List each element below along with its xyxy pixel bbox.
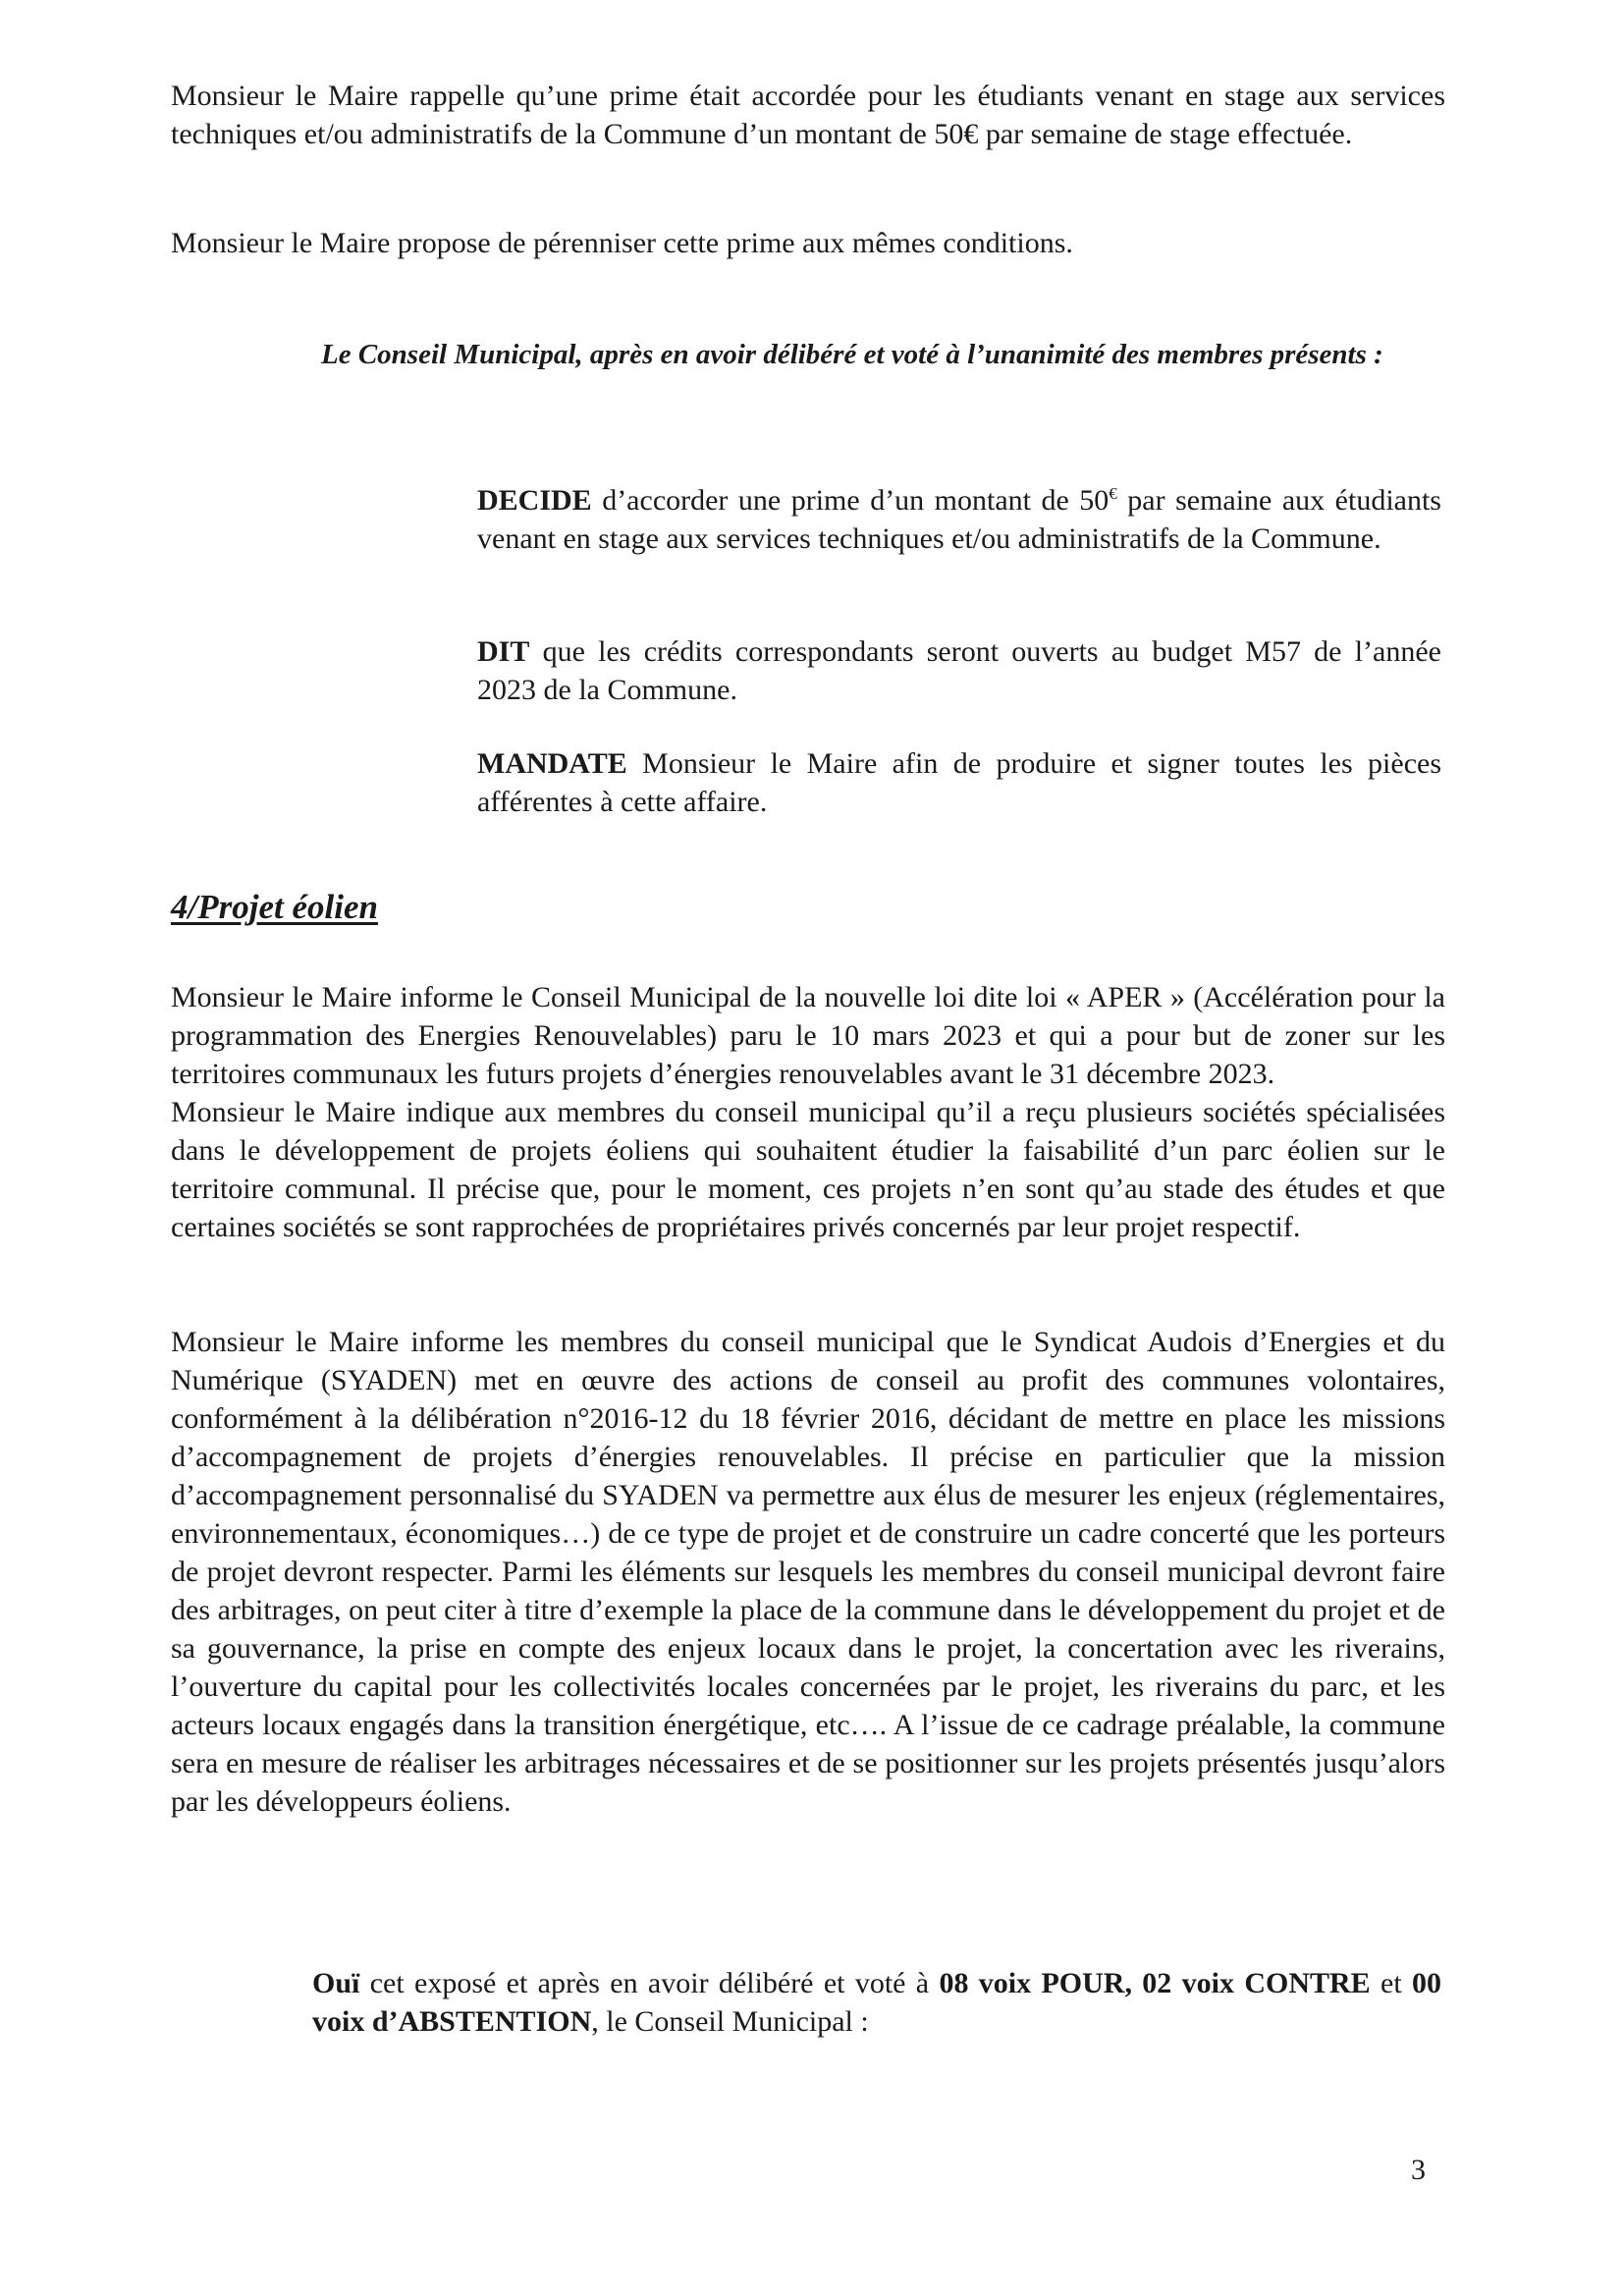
decide-text-after: par semaine aux étudiants venant en stage aux services techniques et/ou administratifs de la Commune. <box>477 484 1441 555</box>
decision-mandate <box>477 744 1441 821</box>
votes-abstention: 00 voix d’ABSTENTION <box>312 1967 1441 2038</box>
votes-for-against: 08 voix POUR, 02 voix CONTRE <box>939 1967 1371 1999</box>
dit-keyword: DIT <box>477 635 530 668</box>
decide-keyword: DECIDE <box>477 484 592 517</box>
decide-text-before: d’accorder une prime d’un montant de 50 <box>591 484 1110 517</box>
aper-law-paragraph: Monsieur le Maire informe le Conseil Municipal de la nouvelle loi dite loi « APER » (Accélération pour la programmation des Energies Renouvelables) paru le 10 mars 2023 et qui a pour but de zoner sur les territoires communaux les futurs projets d’énergies renouvelables avant le 31 décembre 2023. <box>171 981 1445 1090</box>
oui-keyword: Ouï <box>312 1967 360 1999</box>
final-vote-text-3: , le Conseil Municipal : <box>591 2005 869 2038</box>
unanimous-vote-intro: Le Conseil Municipal, après en avoir délibéré et voté à l’unanimité des membres présents : <box>321 339 1383 370</box>
decision-dit <box>477 632 1441 709</box>
final-vote-text-2: et <box>1370 1967 1412 1999</box>
intro-paragraph-prime: Monsieur le Maire rappelle qu’une prime était accordée pour les étudiants venant en stage aux services techniques et/ou administratifs de la Commune d’un montant de 50€ par semaine de stage effectuée. <box>171 80 1445 150</box>
final-vote-paragraph <box>312 1964 1441 2041</box>
dit-text: que les crédits correspondants seront ouverts au budget M57 de l’année 2023 de la Commune. <box>477 635 1441 706</box>
page-number: 3 <box>1411 2154 1426 2186</box>
mandate-keyword: MANDATE <box>477 747 627 780</box>
mandate-text: Monsieur le Maire afin de produire et signer toutes les pièces afférentes à cette affaire. <box>477 747 1441 818</box>
euro-superscript: € <box>1109 484 1117 503</box>
intro-paragraph-proposal: Monsieur le Maire propose de pérenniser cette prime aux mêmes conditions. <box>171 227 1073 259</box>
section-heading-projet-eolien: 4/Projet éolien <box>171 888 378 926</box>
syaden-paragraph: Monsieur le Maire informe les membres du conseil municipal que le Syndicat Audois d’Energies et du Numérique (SYADEN) met en œuvre des actions de conseil au profit des communes volontaires, conformément à la délibération n°2016-12 du 18 février 2016, décidant de mettre en place les missions d’accompagnement de projets d’énergies renouvelables. Il précise en particulier que la mission d’accompagnement personnalisé du SYADEN va permettre aux élus de mesurer les enjeux (réglementaires, environnementaux, économiques…) de ce type de projet et de construire un cadre concerté que les porteurs de projet devront respecter. Parmi les éléments sur lesquels les membres du conseil municipal devront faire des arbitrages, on peut citer à titre d’exemple la place de la commune dans le développement du projet et de sa gouvernance, la prise en compte des enjeux locaux dans le projet, la concertation avec les riverains, l’ouverture du capital pour les collectivités locales concernées par le projet, les riverains du parc, et les acteurs locaux engagés dans la transition énergétique, etc…. A l’issue de ce cadrage préalable, la commune sera en mesure de réaliser les arbitrages nécessaires et de se positionner sur les projets présentés jusqu’alors par les développeurs éoliens. <box>171 1326 1445 1818</box>
final-vote-text-1: cet exposé et après en avoir délibéré et voté à <box>359 1967 940 1999</box>
wind-companies-paragraph: Monsieur le Maire indique aux membres du conseil municipal qu’il a reçu plusieurs sociétés spécialisées dans le développement de projets éoliens qui souhaitent étudier la faisabilité d’un parc éolien sur le territoire communal. Il précise que, pour le moment, ces projets n’en sont qu’au stade des études et que certaines sociétés se sont rapprochées de propriétaires privés concernés par leur projet respectif. <box>171 1096 1445 1243</box>
decision-decide <box>477 481 1441 558</box>
